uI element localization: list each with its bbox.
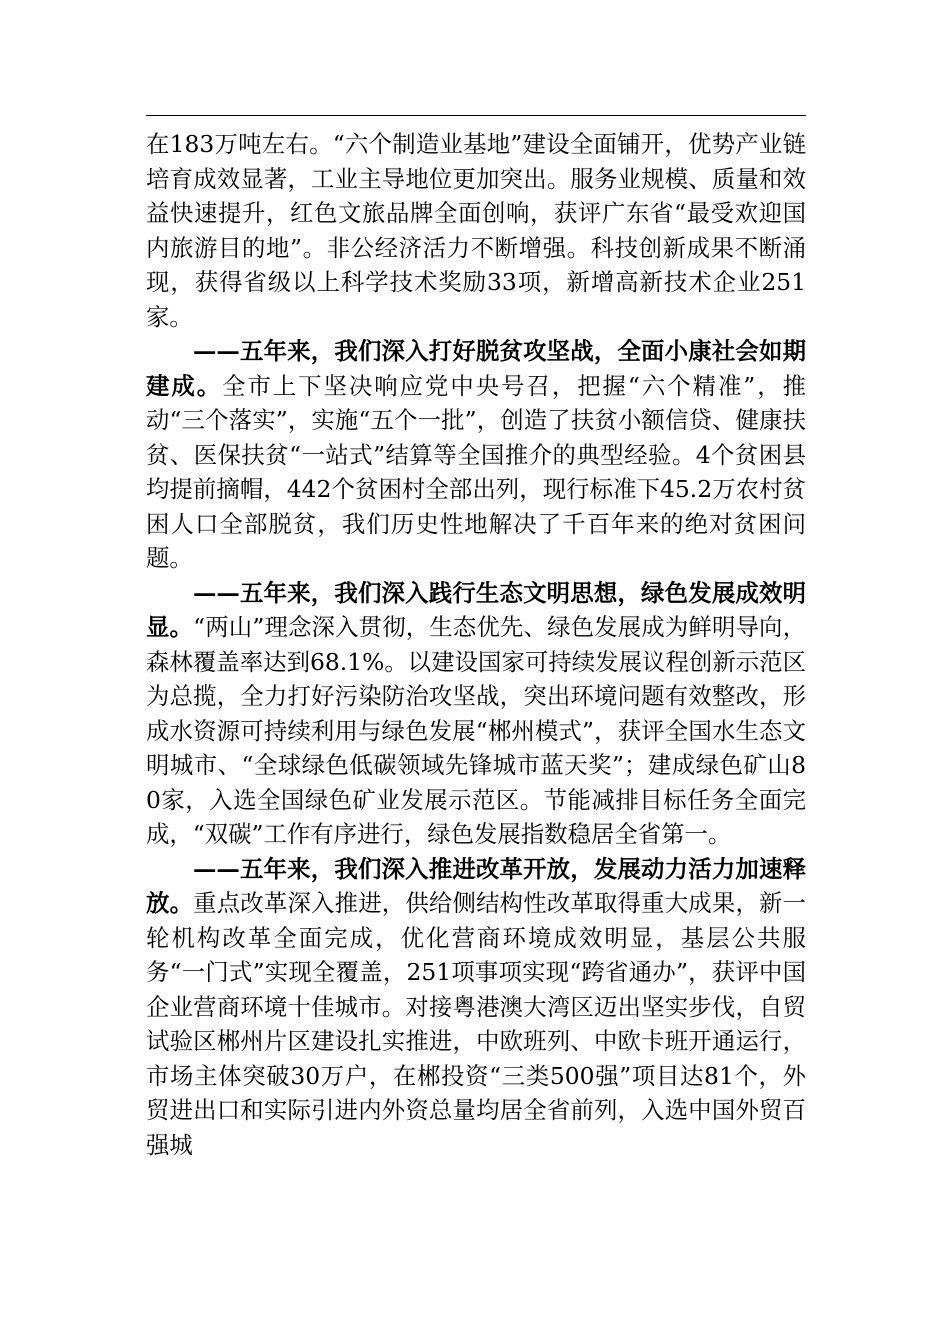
paragraph-lead: ——五年来，我们深入践行生态文明思想，绿色发展成效明显。 [146,578,806,641]
paragraph-continuation [146,127,806,334]
paragraph-body: 全市上下坚决响应党中央号召，把握“六个精准”，推动“三个落实”，实施“五个一批”，创造了扶贫小额信贷、健康扶贫、医保扶贫“一站式”结算等全国推介的典型经验。4个贫困县均提前摘帽，442个贫困村全部出列，现行标准下45.2万农村贫困人口全部脱贫，我们历史性地解决了千百年来的绝对贫困问题。 [146,371,806,572]
paragraph-lead: ——五年来，我们深入推进改革开放，发展动力活力加速释放。 [146,854,806,917]
paragraph-body: “两山”理念深入贯彻，生态优先、绿色发展成为鲜明导向，森林覆盖率达到68.1%。以建设国家可持续发展议程创新示范区为总揽，全力打好污染防治攻坚战，突出环境问题有效整改，形成水资源可持续利用与绿色发展“郴州模式”，获评全国水生态文明城市、“全球绿色低碳领域先锋城市蓝天奖”；建成绿色矿山80家，入选全国绿色矿业发展示范区。节能减排目标任务全面完成，“双碳”工作有序进行，绿色发展指数稳居全省第一。 [146,613,806,848]
paragraph-body: 在183万吨左右。“六个制造业基地”建设全面铺开，优势产业链培育成效显著，工业主导地位更加突出。服务业规模、质量和效益快速提升，红色文旅品牌全面创响，获评广东省“最受欢迎国内旅游目的地”。非公经济活力不断增强。科技创新成果不断涌现，获得省级以上科学技术奖励33项，新增高新技术企业251家。 [146,130,806,331]
header-rule [146,115,806,116]
paragraph-ecological [146,576,806,852]
paragraph-poverty-alleviation [146,334,806,576]
document-body [146,127,806,1162]
paragraph-reform-opening [146,852,806,1163]
paragraph-lead: ——五年来，我们深入打好脱贫攻坚战，全面小康社会如期建成。 [146,337,806,400]
paragraph-body: 重点改革深入推进，供给侧结构性改革取得重大成果，新一轮机构改革全面完成，优化营商环境成效明显，基层公共服务“一门式”实现全覆盖，251项事项实现“跨省通办”，获评中国企业营商环境十佳城市。对接粤港澳大湾区迈出坚实步伐，自贸试验区郴州片区建设扎实推进，中欧班列、中欧卡班开通运行，市场主体突破30万户，在郴投资“三类500强”项目达81个，外贸进出口和实际引进内外资总量均居全省前列，入选中国外贸百强城 [146,889,806,1159]
